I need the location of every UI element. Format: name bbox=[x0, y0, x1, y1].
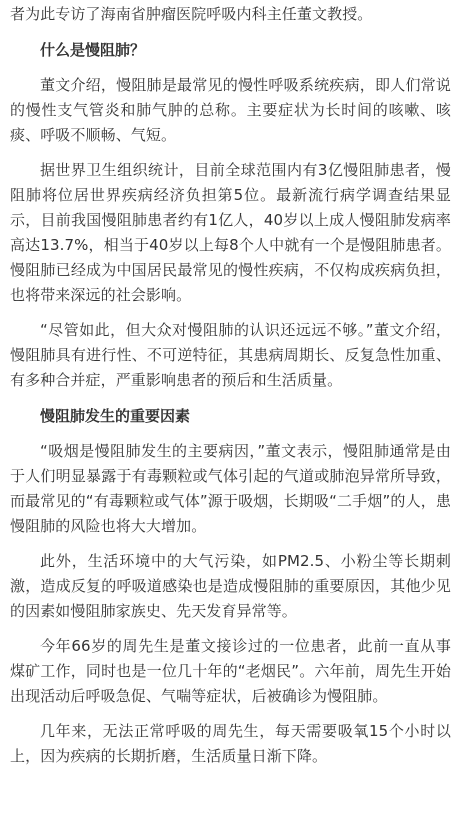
section-heading-risk-factors: 慢阻肺发生的重要因素 bbox=[40, 407, 191, 425]
paragraph-patient-oxygen: 几年来，无法正常呼吸的周先生，每天需要吸氧15个小时以上，因为疾病的长期折磨，生活质量日渐下降。 bbox=[10, 722, 451, 765]
intro-paragraph: 者为此专访了海南省肿瘤医院呼吸内科主任董文教授。 bbox=[10, 5, 373, 23]
paragraph-definition: 董文介绍，慢阻肺是最常见的慢性呼吸系统疾病，即人们常说的慢性支气管炎和肺气肿的总称。主要症状为长时间的咳嗽、咳痰、呼吸不顺畅、气短。 bbox=[10, 76, 451, 144]
paragraph-patient-case: 今年66岁的周先生是董文接诊过的一位患者，此前一直从事煤矿工作，同时也是一位几十年的“老烟民”。六年前，周先生开始出现活动后呼吸急促、气喘等症状，后被确诊为慢阻肺。 bbox=[10, 637, 451, 705]
article-body bbox=[0, 2, 457, 769]
section-heading-what-is-copd: 什么是慢阻肺？ bbox=[40, 41, 146, 59]
paragraph-smoking: “吸烟是慢阻肺发生的主要病因，”董文表示，慢阻肺通常是由于人们明显暴露于有毒颗粒或气体引起的气道或肺泡异常所导致，而最常见的“有毒颗粒或气体”源于吸烟，长期吸“二手烟”的人，患慢阻肺的风险也将大大增加。 bbox=[10, 442, 451, 535]
paragraph-awareness: “尽管如此，但大众对慢阻肺的认识还远远不够。”董文介绍，慢阻肺具有进行性、不可逆特征，其患病周期长、反复急性加重、有多种合并症，严重影响患者的预后和生活质量。 bbox=[10, 321, 451, 389]
paragraph-statistics: 据世界卫生组织统计，目前全球范围内有3亿慢阻肺患者，慢阻肺将位居世界疾病经济负担第5位。最新流行病学调查结果显示，目前我国慢阻肺患者约有1亿人，40岁以上成人慢阻肺发病率高达13.7%，相当于40岁以上每8个人中就有一个是慢阻肺患者。慢阻肺已经成为中国居民最常见的慢性疾病，不仅构成疾病负担，也将带来深远的社会影响。 bbox=[10, 161, 451, 304]
paragraph-environment: 此外，生活环境中的大气污染，如PM2.5、小粉尘等长期刺激，造成反复的呼吸道感染也是造成慢阻肺的重要原因，其他少见的因素如慢阻肺家族史、先天发育异常等。 bbox=[10, 552, 451, 620]
